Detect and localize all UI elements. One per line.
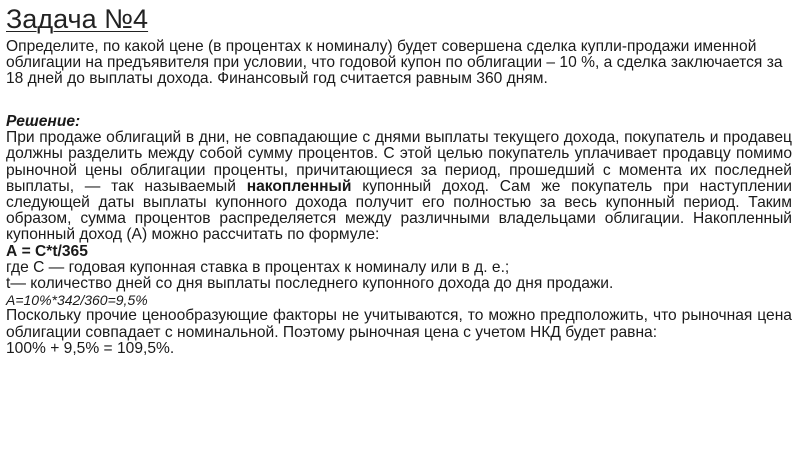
task-text: Определите, по какой цене (в процентах к номиналу) будет совершена сделка купли-продажи именной облигации на предъявителя при условии, что годовой купон по облигации – 10 %, а сделка заключается за 18 дней до выплаты дохода. Финансовый год считается равным 360 дням.	[6, 38, 783, 88]
solution-paragraph-1	[6, 130, 792, 243]
definition-t: t— количество дней со дня выплаты последнего купонного дохода до дня продажи.	[6, 275, 614, 293]
slide-title: Задача №4	[6, 4, 149, 34]
paragraph-1-end: купонный доход. Сам же покупатель при наступлении следующей даты выплаты купонного дохода получит его полностью за весь купонный период. Таким образом, сумма процентов распределяется между различными владельцами облигации. Накопленный купонный доход (А) можно рассчитать по формуле:	[6, 177, 792, 244]
solution-heading: Решение:	[6, 113, 81, 130]
slide	[6, 0, 794, 450]
calculation: А=10%*342/360=9,5%	[6, 292, 148, 309]
solution-block	[6, 114, 792, 357]
paragraph-1-start: При продаже облигаций в дни, не совпадающие с днями выплаты текущего дохода, покупатель и продавец должны разделить между собой сумму процентов. С этой целью покупатель уплачивает продавцу помимо рыночной цены облигации проценты, причитающиеся за период, прошедший с момента их последней выплаты, — так называемый	[6, 129, 792, 195]
formula: А = С*t/365	[6, 242, 88, 260]
accrued-term: накопленный	[246, 177, 352, 195]
result: 100% + 9,5% = 109,5%.	[6, 339, 175, 357]
solution-paragraph-2: Поскольку прочие ценообразующие факторы не учитываются, то можно предположить, что рыночная цена облигации совпадает с номинальной. Поэтому рыночная цена с учетом НКД будет равна:	[6, 307, 792, 341]
definition-c: где С — годовая купонная ставка в процентах к номиналу или в д. е.;	[6, 258, 510, 276]
